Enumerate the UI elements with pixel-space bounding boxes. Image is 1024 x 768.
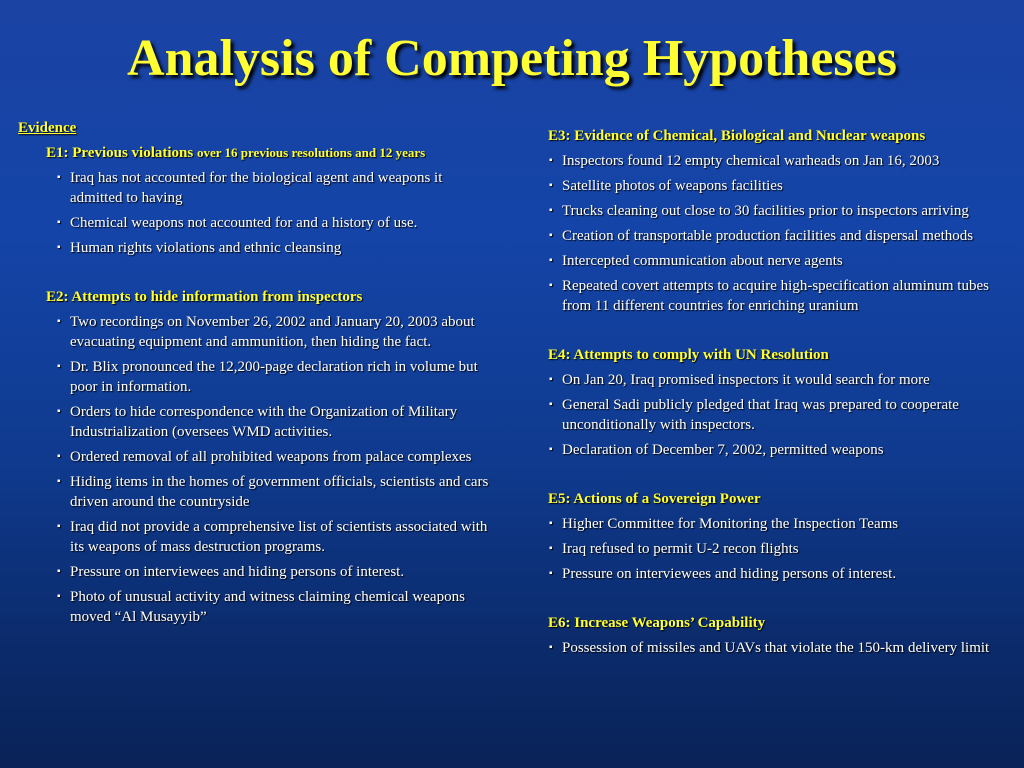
- bullet-icon: ▪: [549, 230, 553, 241]
- bullet-icon: ▪: [549, 444, 553, 455]
- slide-title: Analysis of Competing Hypotheses: [127, 30, 897, 87]
- list-item: ▪ Chemical weapons not accounted for and a history of use.: [57, 215, 418, 231]
- list-item: ▪ Two recordings on November 26, 2002 and January 20, 2003 about evacuating equipment and ammunition, then hiding the fact.: [57, 314, 475, 350]
- e2-heading: E2: Attempts to hide information from inspectors: [46, 289, 363, 305]
- e5-heading: E5: Actions of a Sovereign Power: [548, 491, 761, 507]
- list-item: ▪ Iraq did not provide a comprehensive list of scientists associated with its weapons of mass destruction programs.: [57, 519, 488, 555]
- list-item: ▪ Human rights violations and ethnic cleansing: [57, 240, 342, 256]
- list-item: ▪ Satellite photos of weapons facilities: [549, 178, 783, 194]
- e1-title: E1: Previous violations: [46, 145, 194, 161]
- list-item: ▪ Photo of unusual activity and witness claiming chemical weapons moved “Al Musayyib”: [57, 589, 465, 625]
- list-item: ▪ Hiding items in the homes of government officials, scientists and cars driven around the countryside: [57, 474, 489, 510]
- bullet-icon: ▪: [549, 642, 553, 653]
- e6-heading: E6: Increase Weapons’ Capability: [548, 615, 766, 631]
- bullet-icon: ▪: [57, 451, 61, 462]
- e2-list: [18, 312, 498, 627]
- bullet-icon: ▪: [549, 155, 553, 166]
- list-item: ▪ Iraq refused to permit U-2 recon flights: [549, 541, 799, 557]
- list-item: ▪ General Sadi publicly pledged that Iraq was prepared to cooperate unconditionally with inspectors.: [549, 397, 959, 433]
- list-item: ▪ Dr. Blix pronounced the 12,200-page declaration rich in volume but poor in information.: [57, 359, 478, 395]
- list-item: ▪ Pressure on interviewees and hiding persons of interest.: [549, 566, 897, 582]
- list-item: ▪ Repeated covert attempts to acquire high-specification aluminum tubes from 11 different countries for enriching uranium: [549, 278, 989, 314]
- e1-heading: [18, 143, 498, 163]
- list-item: ▪ Declaration of December 7, 2002, permitted weapons: [549, 442, 884, 458]
- list-item: ▪ Orders to hide correspondence with the Organization of Military Industrialization (oversees WMD activities.: [57, 404, 458, 440]
- list-item: ▪ On Jan 20, Iraq promised inspectors it would search for more: [549, 372, 930, 388]
- bullet-icon: ▪: [57, 521, 61, 532]
- bullet-icon: ▪: [549, 543, 553, 554]
- e5-list: [548, 514, 1014, 584]
- list-item: ▪ Higher Committee for Monitoring the Inspection Teams: [549, 516, 899, 532]
- list-item: ▪ Pressure on interviewees and hiding persons of interest.: [57, 564, 405, 580]
- bullet-icon: ▪: [57, 217, 61, 228]
- e6-list: [548, 638, 1014, 658]
- e4-list: [548, 370, 1014, 460]
- list-item: ▪ Possession of missiles and UAVs that violate the 150-km delivery limit: [549, 640, 990, 656]
- list-item: ▪ Ordered removal of all prohibited weapons from palace complexes: [57, 449, 472, 465]
- bullet-icon: ▪: [57, 476, 61, 487]
- left-column: [18, 118, 498, 632]
- bullet-icon: ▪: [549, 255, 553, 266]
- e1-list: [18, 168, 498, 258]
- bullet-icon: ▪: [549, 374, 553, 385]
- e1-subtitle: over 16 previous resolutions and 12 years: [196, 145, 426, 160]
- bullet-icon: ▪: [549, 280, 553, 291]
- bullet-icon: ▪: [57, 361, 61, 372]
- e3-list: [548, 151, 1014, 316]
- bullet-icon: ▪: [549, 399, 553, 410]
- list-item: ▪ Intercepted communication about nerve agents: [549, 253, 843, 269]
- e4-heading: E4: Attempts to comply with UN Resolution: [548, 347, 829, 363]
- bullet-icon: ▪: [57, 242, 61, 253]
- bullet-icon: ▪: [57, 406, 61, 417]
- list-item: ▪ Iraq has not accounted for the biological agent and weapons it admitted to having: [57, 170, 443, 206]
- bullet-icon: ▪: [57, 172, 61, 183]
- e3-heading: E3: Evidence of Chemical, Biological and Nuclear weapons: [548, 128, 926, 144]
- list-item: ▪ Inspectors found 12 empty chemical warheads on Jan 16, 2003: [549, 153, 940, 169]
- bullet-icon: ▪: [57, 316, 61, 327]
- bullet-icon: ▪: [549, 568, 553, 579]
- bullet-icon: ▪: [549, 518, 553, 529]
- list-item: ▪ Creation of transportable production facilities and dispersal methods: [549, 228, 974, 244]
- bullet-icon: ▪: [549, 205, 553, 216]
- bullet-icon: ▪: [57, 566, 61, 577]
- list-item: ▪ Trucks cleaning out close to 30 facilities prior to inspectors arriving: [549, 203, 969, 219]
- evidence-heading: Evidence: [18, 120, 77, 136]
- right-column: [548, 126, 1014, 663]
- bullet-icon: ▪: [549, 180, 553, 191]
- bullet-icon: ▪: [57, 591, 61, 602]
